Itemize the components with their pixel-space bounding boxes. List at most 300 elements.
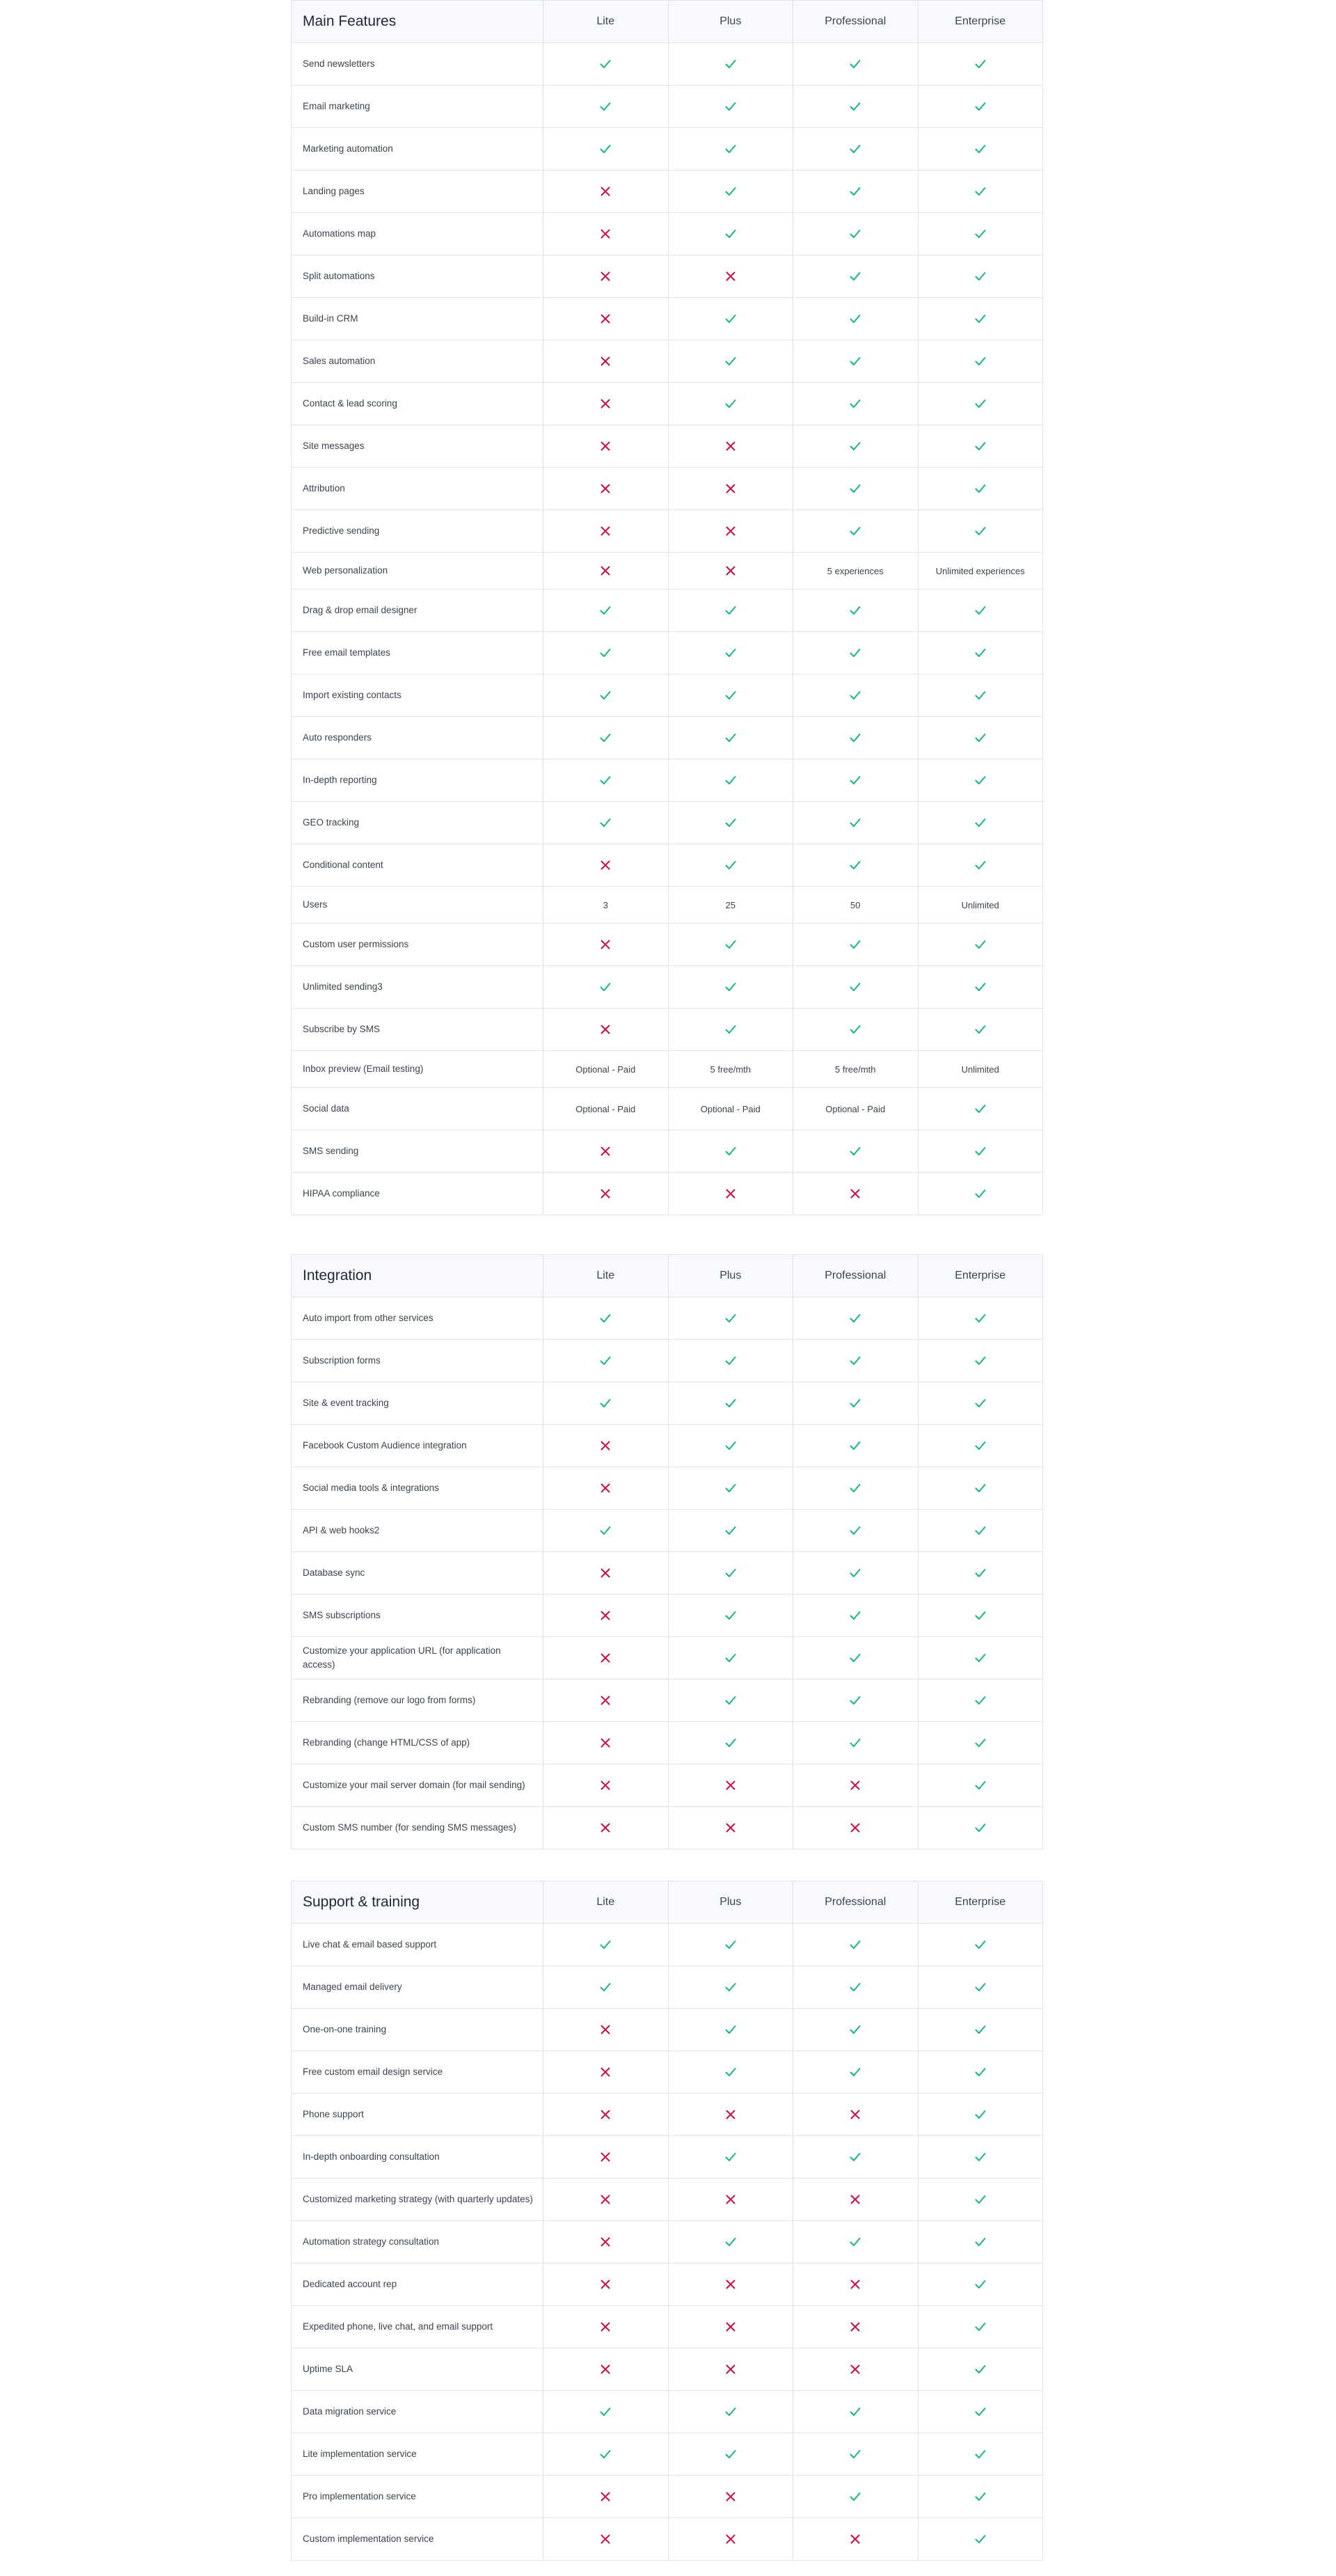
cross-icon bbox=[598, 564, 612, 578]
check-icon bbox=[848, 1439, 862, 1453]
plan-cell-lite bbox=[543, 1510, 669, 1552]
cross-icon bbox=[848, 1187, 862, 1201]
plan-cell-plus bbox=[668, 1467, 793, 1510]
plan-cell-plus bbox=[668, 2476, 793, 2518]
feature-name: Marketing automation bbox=[292, 128, 543, 171]
cross-icon bbox=[598, 2490, 612, 2504]
table-row bbox=[292, 1807, 1043, 1849]
plan-cell-lite bbox=[543, 2263, 669, 2306]
table-row bbox=[292, 43, 1043, 86]
plan-cell-plus bbox=[668, 2518, 793, 2561]
plan-cell-lite bbox=[543, 1764, 669, 1807]
feature-name: Auto responders bbox=[292, 717, 543, 759]
check-icon bbox=[848, 980, 862, 994]
cross-icon bbox=[598, 2277, 612, 2291]
plan-cell-lite bbox=[543, 590, 669, 632]
check-icon bbox=[848, 858, 862, 872]
check-icon bbox=[973, 731, 987, 745]
plan-cell-plus bbox=[668, 2094, 793, 2136]
plan-cell-enterprise bbox=[918, 425, 1043, 468]
plan-cell-lite bbox=[543, 2348, 669, 2391]
plan-cell-enterprise bbox=[918, 86, 1043, 128]
plan-header-plus: Plus bbox=[668, 1255, 793, 1297]
cross-icon bbox=[598, 439, 612, 453]
table-row bbox=[292, 1382, 1043, 1425]
table-row bbox=[292, 2476, 1043, 2518]
cross-icon bbox=[848, 2192, 862, 2206]
check-icon bbox=[724, 2405, 738, 2419]
plan-cell-enterprise bbox=[918, 383, 1043, 425]
plan-cell-plus bbox=[668, 2348, 793, 2391]
plan-cell-professional bbox=[793, 1924, 918, 1966]
feature-name: Database sync bbox=[292, 1552, 543, 1595]
plan-cell-professional bbox=[793, 2306, 918, 2348]
plan-cell-professional bbox=[793, 1722, 918, 1764]
check-icon bbox=[724, 1311, 738, 1325]
check-icon bbox=[973, 2065, 987, 2079]
check-icon bbox=[848, 1693, 862, 1707]
check-icon bbox=[973, 312, 987, 326]
plan-cell-enterprise bbox=[918, 468, 1043, 510]
check-icon bbox=[724, 57, 738, 71]
plan-cell-enterprise bbox=[918, 632, 1043, 674]
cross-icon bbox=[598, 2150, 612, 2164]
feature-name: Managed email delivery bbox=[292, 1966, 543, 2009]
check-icon bbox=[598, 731, 612, 745]
check-icon bbox=[724, 2150, 738, 2164]
integration-table bbox=[291, 1254, 1043, 1849]
plan-cell-plus bbox=[668, 2433, 793, 2476]
cross-icon bbox=[598, 2235, 612, 2249]
check-icon bbox=[724, 1566, 738, 1580]
cross-icon bbox=[724, 2108, 738, 2121]
check-icon bbox=[973, 2405, 987, 2419]
plan-cell-lite bbox=[543, 2051, 669, 2094]
check-icon bbox=[724, 1524, 738, 1538]
feature-name: HIPAA compliance bbox=[292, 1173, 543, 1215]
plan-cell-professional bbox=[793, 2263, 918, 2306]
plan-cell-lite bbox=[543, 1722, 669, 1764]
table-row bbox=[292, 2221, 1043, 2263]
plan-cell-professional bbox=[793, 2094, 918, 2136]
table-row bbox=[292, 1552, 1043, 1595]
check-icon bbox=[973, 482, 987, 496]
plan-header-professional: Professional bbox=[793, 1255, 918, 1297]
plan-cell-professional bbox=[793, 1297, 918, 1340]
feature-name: Split automations bbox=[292, 255, 543, 298]
plan-cell-professional bbox=[793, 171, 918, 213]
table-row bbox=[292, 1680, 1043, 1722]
feature-name: Social data bbox=[292, 1088, 543, 1130]
feature-name: Customize your application URL (for application access) bbox=[292, 1637, 543, 1680]
plan-cell-plus bbox=[668, 171, 793, 213]
plan-cell-lite bbox=[543, 674, 669, 717]
cross-icon bbox=[724, 2490, 738, 2504]
cross-icon bbox=[724, 564, 738, 578]
plan-cell-plus bbox=[668, 632, 793, 674]
cross-icon bbox=[848, 2108, 862, 2121]
plan-cell-lite bbox=[543, 924, 669, 966]
check-icon bbox=[973, 1354, 987, 1368]
plan-header-professional: Professional bbox=[793, 1, 918, 43]
feature-name: SMS sending bbox=[292, 1130, 543, 1173]
feature-name: Custom user permissions bbox=[292, 924, 543, 966]
check-icon bbox=[848, 439, 862, 453]
plan-cell-professional bbox=[793, 1088, 918, 1130]
check-icon bbox=[724, 1022, 738, 1036]
check-icon bbox=[848, 100, 862, 113]
cross-icon bbox=[598, 2108, 612, 2121]
cross-icon bbox=[724, 2277, 738, 2291]
check-icon bbox=[848, 227, 862, 241]
plan-cell-plus bbox=[668, 717, 793, 759]
check-icon bbox=[724, 1693, 738, 1707]
plan-cell-lite bbox=[543, 383, 669, 425]
check-icon bbox=[724, 1481, 738, 1495]
plan-value-text: Unlimited bbox=[961, 899, 999, 910]
check-icon bbox=[724, 2065, 738, 2079]
plan-cell-lite bbox=[543, 1051, 669, 1088]
check-icon bbox=[848, 938, 862, 951]
plan-cell-enterprise bbox=[918, 171, 1043, 213]
cross-icon bbox=[724, 2362, 738, 2376]
plan-cell-lite bbox=[543, 2433, 669, 2476]
plan-cell-plus bbox=[668, 1807, 793, 1849]
cross-icon bbox=[724, 524, 738, 538]
plan-cell-enterprise bbox=[918, 128, 1043, 171]
check-icon bbox=[848, 397, 862, 411]
check-icon bbox=[598, 1980, 612, 1994]
plan-value-text: Optional - Paid bbox=[575, 1064, 636, 1075]
plan-cell-professional bbox=[793, 2221, 918, 2263]
plan-cell-plus bbox=[668, 674, 793, 717]
plan-cell-plus bbox=[668, 553, 793, 590]
plan-cell-enterprise bbox=[918, 1382, 1043, 1425]
cross-icon bbox=[724, 2192, 738, 2206]
plan-cell-plus bbox=[668, 340, 793, 383]
feature-name: Import existing contacts bbox=[292, 674, 543, 717]
cross-icon bbox=[598, 1439, 612, 1453]
plan-cell-enterprise bbox=[918, 2051, 1043, 2094]
check-icon bbox=[724, 2447, 738, 2461]
check-icon bbox=[973, 1938, 987, 1952]
check-icon bbox=[848, 2490, 862, 2504]
plan-cell-enterprise bbox=[918, 1807, 1043, 1849]
table-row bbox=[292, 340, 1043, 383]
table-row bbox=[292, 1051, 1043, 1088]
table-row bbox=[292, 2348, 1043, 2391]
plan-cell-enterprise bbox=[918, 2306, 1043, 2348]
plan-cell-plus bbox=[668, 2179, 793, 2221]
cross-icon bbox=[724, 482, 738, 496]
check-icon bbox=[848, 2023, 862, 2037]
check-icon bbox=[598, 646, 612, 660]
cross-icon bbox=[598, 2362, 612, 2376]
check-icon bbox=[848, 646, 862, 660]
cross-icon bbox=[598, 1187, 612, 1201]
plan-cell-professional bbox=[793, 632, 918, 674]
plan-cell-professional bbox=[793, 128, 918, 171]
plan-cell-enterprise bbox=[918, 717, 1043, 759]
check-icon bbox=[973, 1144, 987, 1158]
plan-cell-plus bbox=[668, 590, 793, 632]
plan-cell-lite bbox=[543, 1595, 669, 1637]
feature-name: Conditional content bbox=[292, 844, 543, 887]
plan-cell-enterprise bbox=[918, 1924, 1043, 1966]
feature-name: Data migration service bbox=[292, 2391, 543, 2433]
plan-cell-enterprise bbox=[918, 924, 1043, 966]
table-row bbox=[292, 759, 1043, 802]
cross-icon bbox=[598, 397, 612, 411]
plan-cell-enterprise bbox=[918, 844, 1043, 887]
plan-cell-plus bbox=[668, 1130, 793, 1173]
check-icon bbox=[598, 688, 612, 702]
plan-cell-lite bbox=[543, 844, 669, 887]
feature-name: Predictive sending bbox=[292, 510, 543, 553]
plan-cell-lite bbox=[543, 2179, 669, 2221]
cross-icon bbox=[598, 524, 612, 538]
check-icon bbox=[848, 312, 862, 326]
plan-cell-lite bbox=[543, 213, 669, 255]
table-row bbox=[292, 1340, 1043, 1382]
cross-icon bbox=[724, 1778, 738, 1792]
plan-cell-lite bbox=[543, 717, 669, 759]
table-row bbox=[292, 924, 1043, 966]
feature-name: Site & event tracking bbox=[292, 1382, 543, 1425]
plan-cell-plus bbox=[668, 298, 793, 340]
plan-cell-plus bbox=[668, 2009, 793, 2051]
cross-icon bbox=[848, 2320, 862, 2334]
plan-header-plus: Plus bbox=[668, 1881, 793, 1924]
plan-cell-plus bbox=[668, 43, 793, 86]
plan-cell-lite bbox=[543, 425, 669, 468]
plan-cell-professional bbox=[793, 1425, 918, 1467]
check-icon bbox=[973, 397, 987, 411]
plan-cell-lite bbox=[543, 1382, 669, 1425]
plan-cell-professional bbox=[793, 2476, 918, 2518]
check-icon bbox=[724, 980, 738, 994]
plan-cell-professional bbox=[793, 298, 918, 340]
plan-cell-professional bbox=[793, 2518, 918, 2561]
plan-cell-enterprise bbox=[918, 2476, 1043, 2518]
feature-name: Free email templates bbox=[292, 632, 543, 674]
plan-cell-enterprise bbox=[918, 553, 1043, 590]
check-icon bbox=[973, 2532, 987, 2546]
plan-value-text: Unlimited experiences bbox=[935, 565, 1025, 576]
check-icon bbox=[848, 1396, 862, 1410]
plan-cell-professional bbox=[793, 1382, 918, 1425]
check-icon bbox=[848, 1354, 862, 1368]
check-icon bbox=[724, 858, 738, 872]
plan-header-plus: Plus bbox=[668, 1, 793, 43]
plan-cell-lite bbox=[543, 553, 669, 590]
plan-cell-lite bbox=[543, 759, 669, 802]
plan-value-text: Unlimited bbox=[961, 1064, 999, 1075]
plan-cell-professional bbox=[793, 1051, 918, 1088]
table-row bbox=[292, 2391, 1043, 2433]
check-icon bbox=[848, 269, 862, 283]
plan-cell-enterprise bbox=[918, 1009, 1043, 1051]
plan-cell-plus bbox=[668, 1966, 793, 2009]
check-icon bbox=[973, 1187, 987, 1201]
plan-cell-lite bbox=[543, 1425, 669, 1467]
plan-cell-professional bbox=[793, 1467, 918, 1510]
feature-name: SMS subscriptions bbox=[292, 1595, 543, 1637]
cross-icon bbox=[598, 1821, 612, 1835]
plan-cell-enterprise bbox=[918, 1088, 1043, 1130]
plan-cell-professional bbox=[793, 213, 918, 255]
cross-icon bbox=[598, 2532, 612, 2546]
plan-cell-lite bbox=[543, 2094, 669, 2136]
cross-icon bbox=[724, 1821, 738, 1835]
plan-cell-enterprise bbox=[918, 1173, 1043, 1215]
cross-icon bbox=[598, 2023, 612, 2037]
plan-cell-plus bbox=[668, 924, 793, 966]
check-icon bbox=[598, 100, 612, 113]
table-row bbox=[292, 425, 1043, 468]
feature-name: Landing pages bbox=[292, 171, 543, 213]
plan-cell-enterprise bbox=[918, 1340, 1043, 1382]
plan-cell-lite bbox=[543, 1552, 669, 1595]
plan-cell-lite bbox=[543, 966, 669, 1009]
plan-value-text: Optional - Paid bbox=[700, 1103, 761, 1114]
plan-cell-professional bbox=[793, 590, 918, 632]
cross-icon bbox=[848, 1778, 862, 1792]
plan-cell-plus bbox=[668, 2306, 793, 2348]
plan-cell-professional bbox=[793, 255, 918, 298]
plan-cell-lite bbox=[543, 1088, 669, 1130]
check-icon bbox=[724, 312, 738, 326]
check-icon bbox=[973, 1022, 987, 1036]
plan-cell-plus bbox=[668, 1637, 793, 1680]
plan-cell-plus bbox=[668, 1595, 793, 1637]
plan-cell-enterprise bbox=[918, 1051, 1043, 1088]
plan-cell-enterprise bbox=[918, 2263, 1043, 2306]
feature-name: Uptime SLA bbox=[292, 2348, 543, 2391]
plan-value-text: 5 free/mth bbox=[710, 1064, 752, 1075]
check-icon bbox=[848, 1980, 862, 1994]
check-icon bbox=[848, 2405, 862, 2419]
check-icon bbox=[724, 2235, 738, 2249]
table-row bbox=[292, 298, 1043, 340]
feature-name: Lite implementation service bbox=[292, 2433, 543, 2476]
table-row bbox=[292, 2179, 1043, 2221]
table-row bbox=[292, 2051, 1043, 2094]
plan-value-text: Optional - Paid bbox=[825, 1103, 886, 1114]
plan-header-lite: Lite bbox=[543, 1, 669, 43]
check-icon bbox=[848, 2235, 862, 2249]
feature-name: Custom SMS number (for sending SMS messages) bbox=[292, 1807, 543, 1849]
cross-icon bbox=[848, 2277, 862, 2291]
check-icon bbox=[973, 57, 987, 71]
plan-cell-plus bbox=[668, 510, 793, 553]
check-icon bbox=[724, 603, 738, 617]
section-title: Integration bbox=[292, 1255, 543, 1297]
plan-cell-lite bbox=[543, 43, 669, 86]
check-icon bbox=[973, 1609, 987, 1622]
check-icon bbox=[973, 2023, 987, 2037]
feature-name: API & web hooks2 bbox=[292, 1510, 543, 1552]
plan-cell-plus bbox=[668, 2051, 793, 2094]
check-icon bbox=[724, 354, 738, 368]
check-icon bbox=[848, 354, 862, 368]
table-header-row bbox=[292, 1881, 1043, 1924]
plan-cell-professional bbox=[793, 966, 918, 1009]
table-row bbox=[292, 468, 1043, 510]
check-icon bbox=[973, 2277, 987, 2291]
plan-cell-professional bbox=[793, 1966, 918, 2009]
feature-name: Subscribe by SMS bbox=[292, 1009, 543, 1051]
plan-cell-plus bbox=[668, 1382, 793, 1425]
cross-icon bbox=[848, 2362, 862, 2376]
table-row bbox=[292, 1595, 1043, 1637]
plan-cell-professional bbox=[793, 2348, 918, 2391]
plan-cell-enterprise bbox=[918, 2179, 1043, 2221]
plan-cell-lite bbox=[543, 1966, 669, 2009]
check-icon bbox=[973, 688, 987, 702]
cross-icon bbox=[598, 2192, 612, 2206]
check-icon bbox=[973, 980, 987, 994]
cross-icon bbox=[724, 2532, 738, 2546]
plan-cell-lite bbox=[543, 340, 669, 383]
check-icon bbox=[724, 773, 738, 787]
section-title: Main Features bbox=[292, 1, 543, 43]
check-icon bbox=[724, 227, 738, 241]
plan-header-lite: Lite bbox=[543, 1255, 669, 1297]
table-header-row bbox=[292, 1255, 1043, 1297]
plan-cell-plus bbox=[668, 383, 793, 425]
table-row bbox=[292, 844, 1043, 887]
check-icon bbox=[848, 57, 862, 71]
plan-cell-plus bbox=[668, 1924, 793, 1966]
main-features-table bbox=[291, 0, 1043, 1215]
plan-cell-enterprise bbox=[918, 759, 1043, 802]
plan-header-professional: Professional bbox=[793, 1881, 918, 1924]
check-icon bbox=[973, 2490, 987, 2504]
plan-cell-professional bbox=[793, 340, 918, 383]
plan-cell-lite bbox=[543, 2476, 669, 2518]
plan-cell-lite bbox=[543, 2391, 669, 2433]
table-row bbox=[292, 86, 1043, 128]
table-header-row bbox=[292, 1, 1043, 43]
plan-cell-professional bbox=[793, 2179, 918, 2221]
check-icon bbox=[973, 2447, 987, 2461]
table-row bbox=[292, 1637, 1043, 1680]
plan-cell-lite bbox=[543, 128, 669, 171]
plan-cell-plus bbox=[668, 887, 793, 924]
plan-cell-enterprise bbox=[918, 255, 1043, 298]
cross-icon bbox=[598, 2065, 612, 2079]
check-icon bbox=[973, 100, 987, 113]
plan-cell-professional bbox=[793, 43, 918, 86]
feature-name: Social media tools & integrations bbox=[292, 1467, 543, 1510]
feature-name: Attribution bbox=[292, 468, 543, 510]
feature-name: Customize your mail server domain (for mail sending) bbox=[292, 1764, 543, 1807]
plan-cell-lite bbox=[543, 2221, 669, 2263]
table-row bbox=[292, 802, 1043, 844]
plan-cell-lite bbox=[543, 632, 669, 674]
check-icon bbox=[973, 1736, 987, 1750]
plan-cell-plus bbox=[668, 966, 793, 1009]
plan-cell-professional bbox=[793, 86, 918, 128]
check-icon bbox=[973, 1693, 987, 1707]
plan-cell-plus bbox=[668, 1088, 793, 1130]
feature-name: Unlimited sending3 bbox=[292, 966, 543, 1009]
check-icon bbox=[973, 646, 987, 660]
plan-cell-enterprise bbox=[918, 966, 1043, 1009]
plan-cell-professional bbox=[793, 924, 918, 966]
plan-cell-lite bbox=[543, 298, 669, 340]
